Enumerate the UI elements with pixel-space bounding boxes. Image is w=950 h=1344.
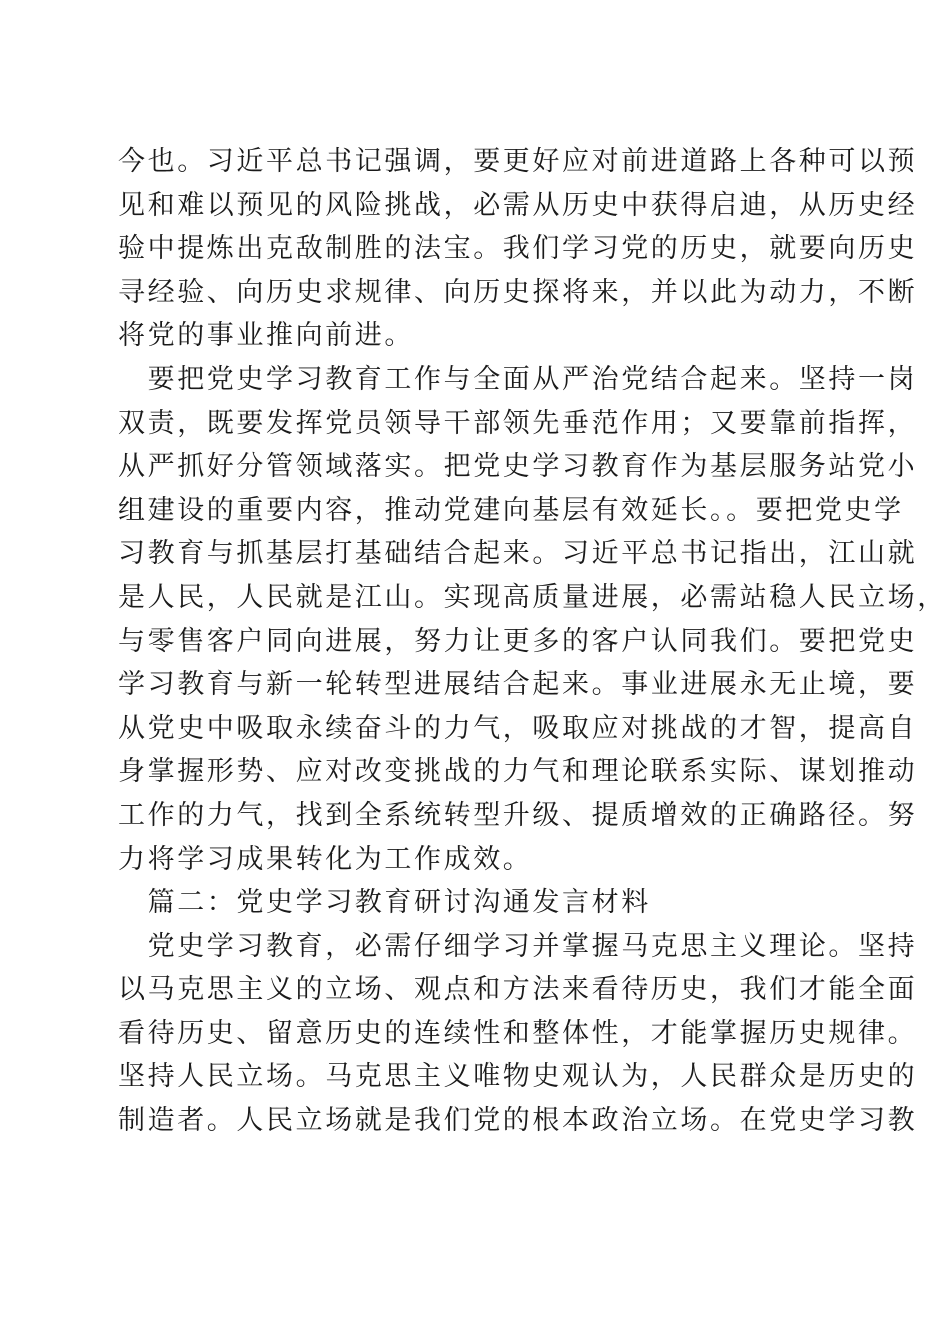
text-line: 身掌握形势、应对改变挑战的力气和理论联系实际、谋划推动 xyxy=(118,756,918,788)
text-line: 学习教育与新一轮转型进展结合起来。事业进展永无止境，要 xyxy=(118,669,918,701)
document-body xyxy=(118,140,947,1143)
section-heading: 篇二：党史学习教育研讨沟通发言材料 xyxy=(118,887,651,919)
text-line: 力将学习成果转化为工作成效。 xyxy=(118,843,533,875)
text-line: 见和难以预见的风险挑战，必需从历史中获得启迪，从历史经 xyxy=(118,189,918,221)
text-line: 验中提炼出克敌制胜的法宝。我们学习党的历史，就要向历史 xyxy=(118,233,918,265)
text-line: 工作的力气，找到全系统转型升级、提质增效的正确路径。努 xyxy=(118,799,918,831)
text-line: 寻经验、向历史求规律、向历史探将来，并以此为动力，不断 xyxy=(118,276,918,308)
text-line: 将党的事业推向前进。 xyxy=(118,320,414,352)
text-line: 是人民，人民就是江山。实现高质量进展，必需站稳人民立场， xyxy=(118,581,947,613)
text-line: 制造者。人民立场就是我们党的根本政治立场。在党史学习教 xyxy=(118,1105,918,1137)
text-line: 从党史中吸取永续奋斗的力气，吸取应对挑战的才智，提高自 xyxy=(118,712,918,744)
text-line: 组建设的重要内容，推动党建向基层有效延长。。要把党史学 xyxy=(118,494,904,526)
paragraph-start-line: 要把党史学习教育工作与全面从严治党结合起来。坚持一岗 xyxy=(118,363,918,395)
paragraph-start-line: 党史学习教育，必需仔细学习并掌握马克思主义理论。坚持 xyxy=(118,930,918,962)
text-line: 看待历史、留意历史的连续性和整体性，才能掌握历史规律。 xyxy=(118,1017,918,1049)
text-line: 从严抓好分管领域落实。把党史学习教育作为基层服务站党小 xyxy=(118,451,918,483)
text-line: 双责，既要发挥党员领导干部领先垂范作用；又要靠前指挥， xyxy=(118,407,918,439)
text-line: 与零售客户同向进展，努力让更多的客户认同我们。要把党史 xyxy=(118,625,918,657)
text-line: 今也。习近平总书记强调，要更好应对前进道路上各种可以预 xyxy=(118,146,918,177)
text-line: 习教育与抓基层打基础结合起来。习近平总书记指出，江山就 xyxy=(118,538,918,570)
text-line: 坚持人民立场。马克思主义唯物史观认为，人民群众是历史的 xyxy=(118,1061,918,1093)
text-line: 以马克思主义的立场、观点和方法来看待历史，我们才能全面 xyxy=(118,974,918,1006)
